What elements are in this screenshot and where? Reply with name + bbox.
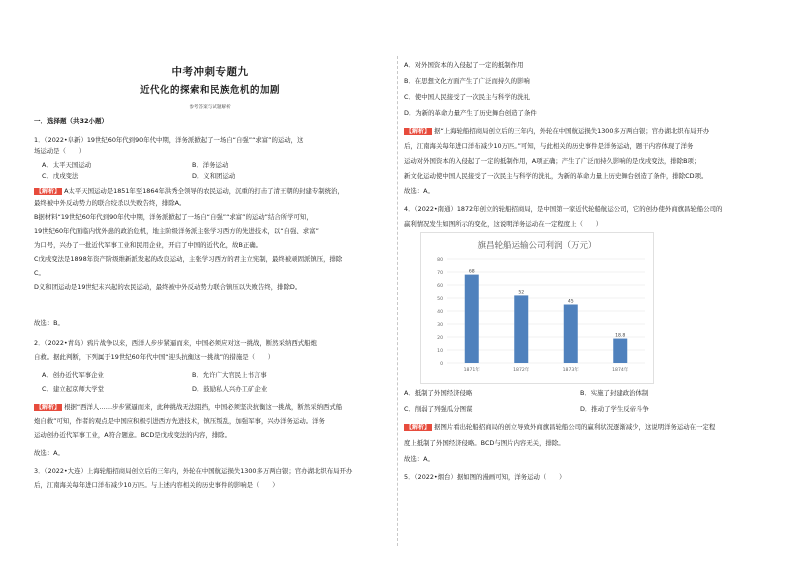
q2-analysis-line1 [34, 402, 342, 414]
q1-analysis-line1 [34, 186, 344, 198]
q4-analysis-line1 [404, 422, 715, 434]
q2-answer: 故选：A。 [34, 449, 64, 457]
q3-stem-line2: 后，江南海关每年进口洋布减少10万匹。与上述内容相关的历史事件的影响是（ ） [34, 481, 279, 489]
q4-stem-line1: 4．（2022•南通）1872年创立的轮船招商局，是中国第一家近代轮船航运公司，它的创办使外商旗昌轮船公司的 [404, 205, 723, 213]
q2-stem-line2: 自救。据此判断，下列属于19世纪60年代中国“迎头抗衡这一挑战”的措施是（ ） [34, 353, 275, 361]
q4-option-b: B．实施了封建政治体制 [580, 389, 649, 397]
page-title: 中考冲刺专题九 [171, 66, 249, 78]
q3-option-b: B．在思想文化方面产生了广泛而持久的影响 [404, 77, 530, 85]
q1-answer: 故选：B。 [34, 319, 64, 327]
q2-exp2: 炮自救”可知，作者的观点是中国应积极引进西方先进技术，镇压叛乱，加强军事，兴办洋务运动。洋务 [34, 417, 325, 425]
q1-option-b: B．洋务运动 [192, 161, 229, 169]
answer-note: 参考答案与试题解析 [189, 105, 231, 110]
chart-plot [421, 233, 653, 383]
q2-option-c: C．建立起京师大学堂 [42, 385, 104, 393]
q3-exp4: 新文化运动使中国人民接受了一次民主与科学的洗礼，为新的革命力量上历史舞台创造了条件，排除CD项。 [404, 172, 708, 180]
q3-analysis-line1 [404, 126, 709, 138]
bar [613, 339, 627, 363]
y-tick-label: 80 [437, 258, 443, 263]
q1-stem-line1: 1．（2022•阜新）19世纪60年代到90年代中期，洋务派掀起了一场自“自强”“求富”的运动，这 [34, 136, 304, 144]
q1-exp3: B据材料“19世纪60年代到90年代中期，洋务派掀起了一场自“自强”“求富”的运动”结合所学可知， [34, 213, 313, 221]
data-label: 18.8 [615, 333, 626, 339]
data-label: 52 [518, 290, 525, 296]
q1-exp6: C戊戌变法是1898年资产阶级维新派发起的改良运动，主张学习西方的君主立宪制，最终被顽固派镇压，排除 [34, 255, 343, 263]
q1-exp2: 最终被中外反动势力的联合绞杀以失败告终，排除A。 [34, 199, 186, 207]
data-label: 45 [567, 299, 574, 305]
data-label: 68 [468, 269, 475, 275]
bar [514, 295, 528, 363]
q4-option-d: D．推动了学生反帝斗争 [580, 405, 649, 413]
q2-exp1: 根据“西洋人……步步紧逼而来，此种挑战无法阻挡，中国必须坚决抗衡这一挑战，断然采纳西式船 [64, 403, 343, 411]
q1-stem-line2: 场运动是（ ） [34, 147, 86, 155]
q3-option-d: D．为新的革命力量产生了历史舞台创造了条件 [404, 109, 537, 117]
q4-option-a: A．抵制了外国经济侵略 [404, 389, 473, 397]
y-tick-label: 40 [437, 310, 443, 315]
y-tick-label: 50 [437, 297, 443, 302]
q3-exp2: 后，江南海关每年进口洋布减少10万匹。”可知，与此相关的历史事件是洋务运动，题干内容体现了洋务 [404, 142, 694, 150]
y-tick-label: 0 [440, 362, 443, 367]
q3-exp1: 据“上海轮船招商局创立后的三年内，外轮在中国航运损失1300多万两白银；官办湖北织布局开办 [434, 127, 710, 135]
q1-option-c: C．戊戌变法 [42, 172, 79, 180]
column-divider [397, 56, 398, 546]
chart-title: 旗昌轮船运输公司利润（万元） [477, 241, 597, 251]
y-tick-label: 60 [437, 284, 443, 289]
analysis-tag: 【解析】 [36, 404, 61, 411]
q2-stem-line1: 2．（2022•青岛）鸦片战争以来，西洋人步步紧逼而来，中国必须应对这一挑战，断然采纳西式船炮 [34, 339, 317, 347]
q3-answer: 故选：A。 [404, 187, 434, 195]
y-tick-label: 10 [437, 349, 443, 354]
bar [564, 305, 578, 364]
q3-option-a: A．对外国资本的入侵起了一定的抵制作用 [404, 61, 524, 69]
q2-option-b: B．允许广大官民上书言事 [192, 371, 267, 379]
q4-option-c: C．削弱了列强瓜分图谋 [404, 405, 473, 413]
analysis-tag: 【解析】 [36, 188, 61, 195]
analysis-tag: 【解析】 [406, 128, 431, 135]
analysis-tag: 【解析】 [406, 424, 431, 431]
x-tick-label: 1871年 [463, 368, 480, 373]
q1-exp4: 19世纪60年代面临内忧外患的政治危机，地主阶级洋务派主张学习西方的先进技术，以“自强、求富” [34, 227, 319, 235]
q3-exp3: 运动对外国资本的入侵起了一定的抵制作用，A项正确；产生了广泛而持久影响的是戊戌变法，排除B项； [404, 157, 701, 165]
x-tick-label: 1872年 [513, 368, 530, 373]
q3-option-c: C．使中国人民接受了一次民主与科学的洗礼 [404, 93, 530, 101]
q1-exp1: A太平天国运动是1851年至1864年洪秀全领导的农民运动，沉重的打击了清王朝的封建专制统治， [64, 187, 344, 195]
q1-exp7: C。 [34, 269, 45, 277]
q1-option-d: D．义和团运动 [192, 172, 236, 180]
q2-option-a: A．创办近代军事企业 [42, 371, 104, 379]
y-tick-label: 70 [437, 271, 443, 276]
q5-stem-line1: 5．（2022•烟台）据如图的漫画可知，洋务运动（ ） [404, 473, 566, 481]
bar [465, 275, 479, 363]
q4-exp2: 度上抵制了外国经济侵略。BCD与图片内容无关，排除。 [404, 439, 565, 447]
q4-answer: 故选：A。 [404, 455, 434, 463]
q2-exp3: 运动创办近代军事工业，A符合题意。BCD是戊戌变法的内容，排除。 [34, 431, 231, 439]
q2-option-d: D．鼓励私人兴办工矿企业 [192, 385, 268, 393]
q1-exp5: 为口号，兴办了一批近代军事工业和民用企业，开启了中国的近代化，故B正确。 [34, 241, 263, 249]
q3-stem-line1: 3．（2022•大连）上海轮船招商局创立后的三年内，外轮在中国航运损失1300多万两白银；官办湖北织布局开办 [34, 467, 353, 475]
q4-stem-line2: 赢利情况发生如图所示的变化，这说明洋务运动在一定程度上（ ） [404, 220, 603, 228]
y-tick-label: 20 [437, 336, 443, 341]
section-heading: 一．选择题（共32小题） [34, 117, 109, 125]
y-tick-label: 30 [437, 323, 443, 328]
x-tick-label: 1874年 [612, 368, 629, 373]
q1-exp8: D义和团运动是19世纪末兴起的农民运动，最终被中外反动势力联合镇压以失败告终，排除D。 [34, 283, 302, 291]
q1-option-a: A．太平天国运动 [42, 161, 92, 169]
q4-exp1: 据图片看出轮船招商局的创立导致外商旗昌轮船公司的赢利状况逐渐减少，这说明洋务运动在一定程 [434, 423, 716, 431]
profit-bar-chart [420, 232, 654, 384]
page-subtitle: 近代化的探索和民族危机的加剧 [139, 85, 280, 96]
x-tick-label: 1873年 [562, 368, 579, 373]
